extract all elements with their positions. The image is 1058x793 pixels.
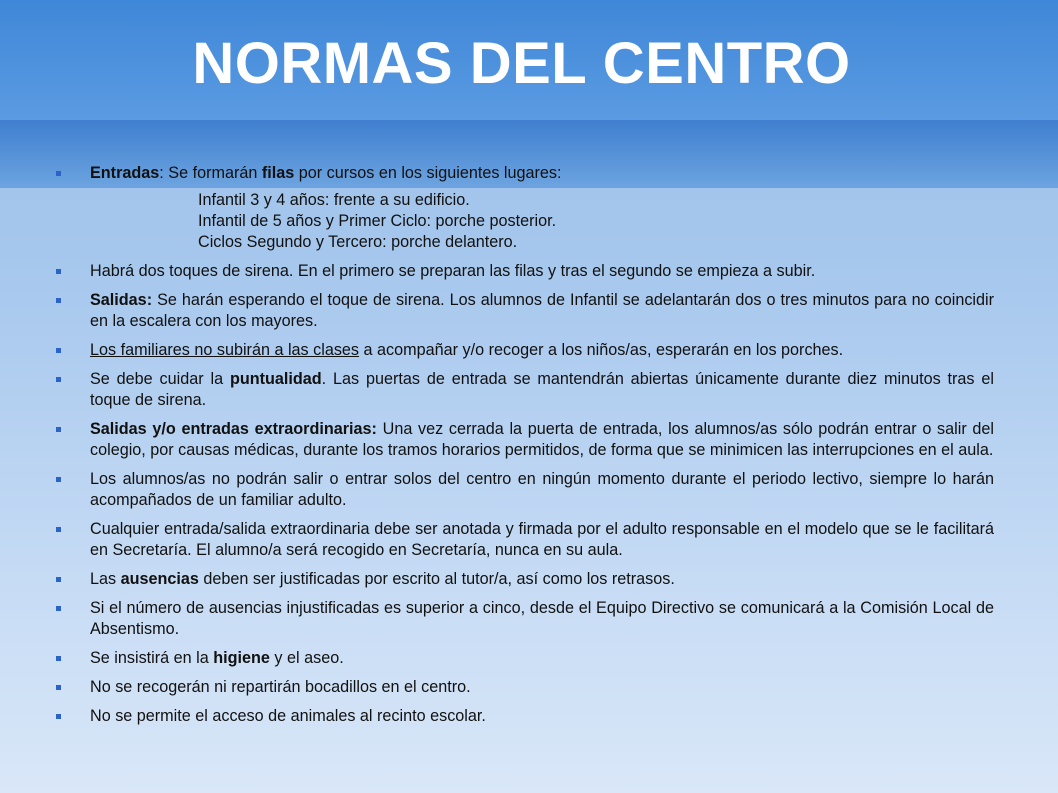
rule-text: a acompañar y/o recoger a los niños/as, esperarán en los porches. (359, 341, 844, 359)
rule-item (0, 419, 1058, 461)
rule-text-bold: filas (261, 164, 295, 182)
bullet-icon (56, 714, 61, 719)
rule-text: por cursos en los siguientes lugares: (294, 164, 562, 182)
rule-text-bold: Salidas y/o entradas extraordinarias: (90, 420, 377, 438)
rule-text-bold: Salidas: (90, 291, 153, 309)
rule-text: y el aseo. (269, 649, 344, 667)
entry-location-line: Ciclos Segundo y Tercero: porche delantero. (198, 233, 518, 251)
rule-text-bold: higiene (213, 649, 270, 667)
rule-text: Habrá dos toques de sirena. En el primero se preparan las filas y tras el segundo se empieza a subir. (90, 262, 816, 280)
rule-text: No se permite el acceso de animales al recinto escolar. (90, 707, 486, 725)
rule-text: Las (90, 570, 121, 588)
rule-item (0, 648, 1058, 669)
rule-item (0, 569, 1058, 590)
bullet-icon (56, 269, 61, 274)
bullet-icon (56, 656, 61, 661)
rule-item (0, 706, 1058, 727)
rule-text-bold: ausencias (120, 570, 199, 588)
entry-location-line: Infantil 3 y 4 años: frente a su edificio. (198, 191, 470, 209)
rule-item (0, 290, 1058, 332)
rule-text: Una vez cerrada la puerta de entrada, los alumnos/as sólo podrán entrar o salir del colegio, por causas médicas, durante los tramos horarios permitidos, de forma que se minimicen las interrupciones en el aula. (90, 420, 994, 459)
rule-text: Se insistirá en la (90, 649, 214, 667)
rule-text: No se recogerán ni repartirán bocadillos en el centro. (90, 678, 471, 696)
entry-locations (0, 190, 1058, 253)
bullet-icon (56, 577, 61, 582)
rule-item (0, 469, 1058, 511)
bullet-icon (56, 348, 61, 353)
rule-item (0, 598, 1058, 640)
entry-location-line: Infantil de 5 años y Primer Ciclo: porche posterior. (198, 212, 557, 230)
rule-text: . Las puertas de entrada se mantendrán abiertas únicamente durante diez minutos tras el toque de sirena. (90, 370, 994, 409)
rule-text: Se debe cuidar la (90, 370, 230, 388)
bullet-icon (56, 298, 61, 303)
page-title: NORMAS DEL CENTRO (192, 31, 851, 96)
rule-text-underlined: Los familiares no subirán a las clases (90, 341, 360, 359)
rule-text: deben ser justificadas por escrito al tutor/a, así como los retrasos. (198, 570, 675, 588)
rule-text: : Se formarán (159, 164, 262, 182)
rule-text-bold: Entradas (90, 164, 160, 182)
rule-item (0, 340, 1058, 361)
bullet-icon (56, 477, 61, 482)
bullet-icon (56, 685, 61, 690)
rule-text: Cualquier entrada/salida extraordinaria debe ser anotada y firmada por el adulto responsable en el modelo que se le facilitará en Secretaría. El alumno/a será recogido en Secretaría, nunca en su aula. (90, 520, 994, 559)
rule-text: Se harán esperando el toque de sirena. Los alumnos de Infantil se adelantarán dos o tres minutos para no coincidir en la escalera con los mayores. (90, 291, 994, 330)
rule-text: Los alumnos/as no podrán salir o entrar solos del centro en ningún momento durante el periodo lectivo, siempre lo harán acompañados de un familiar adulto. (90, 470, 994, 509)
rule-item (0, 261, 1058, 282)
bullet-icon (56, 427, 61, 432)
rules-list (0, 163, 1058, 727)
rule-text: Si el número de ausencias injustificadas es superior a cinco, desde el Equipo Directivo se comunicará a la Comisión Local de Absentismo. (90, 599, 994, 638)
rule-text-bold: puntualidad (229, 370, 322, 388)
bullet-icon (56, 606, 61, 611)
rule-item (0, 163, 1058, 184)
bullet-icon (56, 527, 61, 532)
rule-item (0, 519, 1058, 561)
bullet-icon (56, 377, 61, 382)
rule-item (0, 369, 1058, 411)
rule-item (0, 677, 1058, 698)
bullet-icon (56, 171, 61, 176)
